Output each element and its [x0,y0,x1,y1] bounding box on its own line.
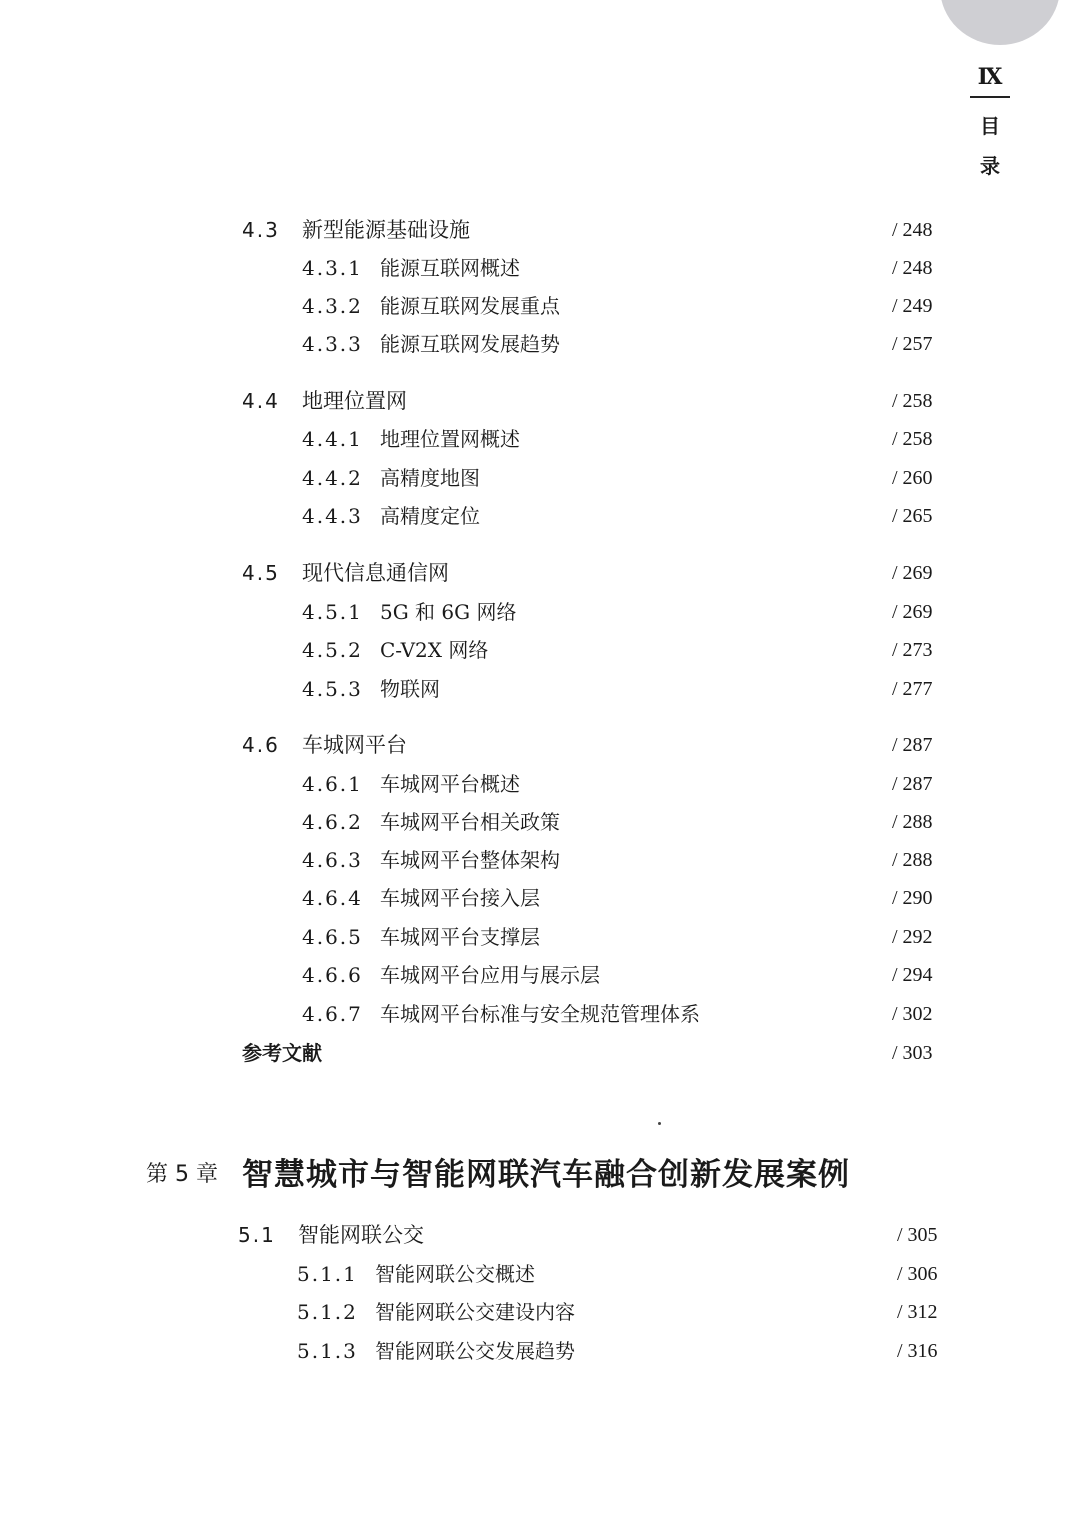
toc-entry-page: / 258 [892,428,933,450]
toc-entry-title: 物联网 [380,677,440,701]
toc-entry [302,807,962,837]
toc-entry [302,674,962,704]
toc-entry-page: / 273 [892,639,933,661]
toc-entry-title: C-V2X 网络 [380,638,489,662]
toc-entry-number: 4.4.1 [302,427,363,451]
toc-entry [302,597,962,627]
toc-entry [302,329,962,359]
toc-entry-number: 4.3.1 [302,256,363,280]
toc-entry-page: / 248 [892,219,933,241]
toc-entry-page: / 260 [892,467,933,489]
toc-entry-number: 4.6.4 [302,886,363,910]
toc-entry-title: 车城网平台 [302,733,407,757]
toc-entry-number: 4.6.2 [302,810,363,834]
toc-entry [302,501,962,531]
toc-entry [302,883,962,913]
toc-entry-title: 智能网联公交发展趋势 [375,1339,575,1363]
toc-entry-page: / 257 [892,333,933,355]
toc-entry [242,215,962,245]
header-char-2: 录 [980,154,1000,178]
toc-entry-title: 参考文献 [242,1041,322,1065]
toc-entry-number: 4.6.1 [302,772,363,796]
toc-entry [302,769,962,799]
toc-entry-number: 4.5.3 [302,677,363,701]
header-rule [970,96,1010,98]
toc-entry-number: 4.4 [242,389,280,413]
toc-entry-title: 智能网联公交建设内容 [375,1300,575,1324]
running-header [968,64,1012,186]
toc-entry-number: 4.4.2 [302,466,363,490]
toc-entry [297,1259,967,1289]
toc-entry-title: 车城网平台接入层 [380,886,540,910]
toc-entry-page: / 277 [892,678,933,700]
toc-entry [302,845,962,875]
toc-entry [302,463,962,493]
toc-entry [302,291,962,321]
toc-entry-page: / 292 [892,926,933,948]
toc-entry-number: 4.5 [242,561,280,585]
toc-entry-page: / 288 [892,811,933,833]
toc-entry-title: 车城网平台标准与安全规范管理体系 [380,1002,700,1026]
toc-entry [302,253,962,283]
toc-entry-title: 车城网平台概述 [380,772,520,796]
header-char-1: 目 [980,114,1000,138]
toc-entry [302,999,962,1029]
toc-entry-title: 地理位置网 [302,389,407,413]
toc-entry [302,424,962,454]
toc-entry-page: / 258 [892,390,933,412]
toc-entry-number: 4.5.2 [302,638,363,662]
toc-entry [242,558,962,588]
toc-entry-page: / 287 [892,734,933,756]
toc-entry-title: 高精度定位 [380,504,480,528]
toc-entry-page: / 288 [892,849,933,871]
toc-entry [302,960,962,990]
toc-entry-page: / 302 [892,1003,933,1025]
toc-entry-page: / 269 [892,601,933,623]
toc-entry-number: 4.6.6 [302,963,363,987]
toc-entry-title: 车城网平台相关政策 [380,810,560,834]
toc-entry-page: / 312 [897,1301,938,1323]
toc-entry-number: 4.6.3 [302,848,363,872]
toc-entry-number: 4.3 [242,218,280,242]
toc-entry-number: 5.1.3 [297,1339,358,1363]
toc-entry-page: / 290 [892,887,933,909]
toc-entry-page: / 303 [892,1042,933,1064]
toc-entry-number: 4.3.3 [302,332,363,356]
toc-entry-number: 4.6.5 [302,925,363,949]
toc-entry-page: / 269 [892,562,933,584]
toc-entry-title: 地理位置网概述 [380,427,520,451]
toc-entry-title: 车城网平台整体架构 [380,848,560,872]
toc-entry-title: 现代信息通信网 [302,561,449,585]
toc-entry-title: 智能网联公交 [298,1223,424,1247]
toc-entry [242,1038,962,1068]
toc-entry-title: 车城网平台应用与展示层 [380,963,600,987]
chapter-label: 第 5 章 [146,1162,218,1187]
toc-entry-title: 5G 和 6G 网络 [380,600,517,624]
toc-entry-title: 能源互联网发展趋势 [380,332,560,356]
toc-entry-number: 4.6 [242,733,280,757]
toc-entry [242,730,962,760]
toc-entry-page: / 249 [892,295,933,317]
toc-entry-page: / 305 [897,1224,938,1246]
toc-entry-title: 高精度地图 [380,466,480,490]
toc-entry [297,1336,967,1366]
toc-entry-page: / 248 [892,257,933,279]
chapter-title: 智慧城市与智能网联汽车融合创新发展案例 [242,1157,850,1193]
toc-entry [302,635,962,665]
speck [658,1122,661,1125]
toc-entry-number: 4.6.7 [302,1002,363,1026]
toc-entry [297,1297,967,1327]
toc-entry-number: 5.1 [238,1223,276,1247]
toc-entry-page: / 306 [897,1263,938,1285]
toc-entry-page: / 316 [897,1340,938,1362]
toc-entry-page: / 287 [892,773,933,795]
toc-entry-number: 4.4.3 [302,504,363,528]
toc-entry [242,386,962,416]
page-corner-shadow [940,0,1060,45]
toc-entry [238,1220,967,1250]
toc-entry-number: 4.3.2 [302,294,363,318]
toc-entry-page: / 265 [892,505,933,527]
toc-entry [302,922,962,952]
toc-entry-number: 4.5.1 [302,600,363,624]
toc-entry-number: 5.1.1 [297,1262,358,1286]
page-numeral: Ⅸ [977,64,1003,90]
toc-entry-title: 智能网联公交概述 [375,1262,535,1286]
toc-entry-title: 车城网平台支撑层 [380,925,540,949]
toc-entry-page: / 294 [892,964,933,986]
toc-entry-number: 5.1.2 [297,1300,358,1324]
toc-entry-title: 能源互联网发展重点 [380,294,560,318]
toc-entry-title: 能源互联网概述 [380,256,520,280]
toc-entry-title: 新型能源基础设施 [302,218,470,242]
